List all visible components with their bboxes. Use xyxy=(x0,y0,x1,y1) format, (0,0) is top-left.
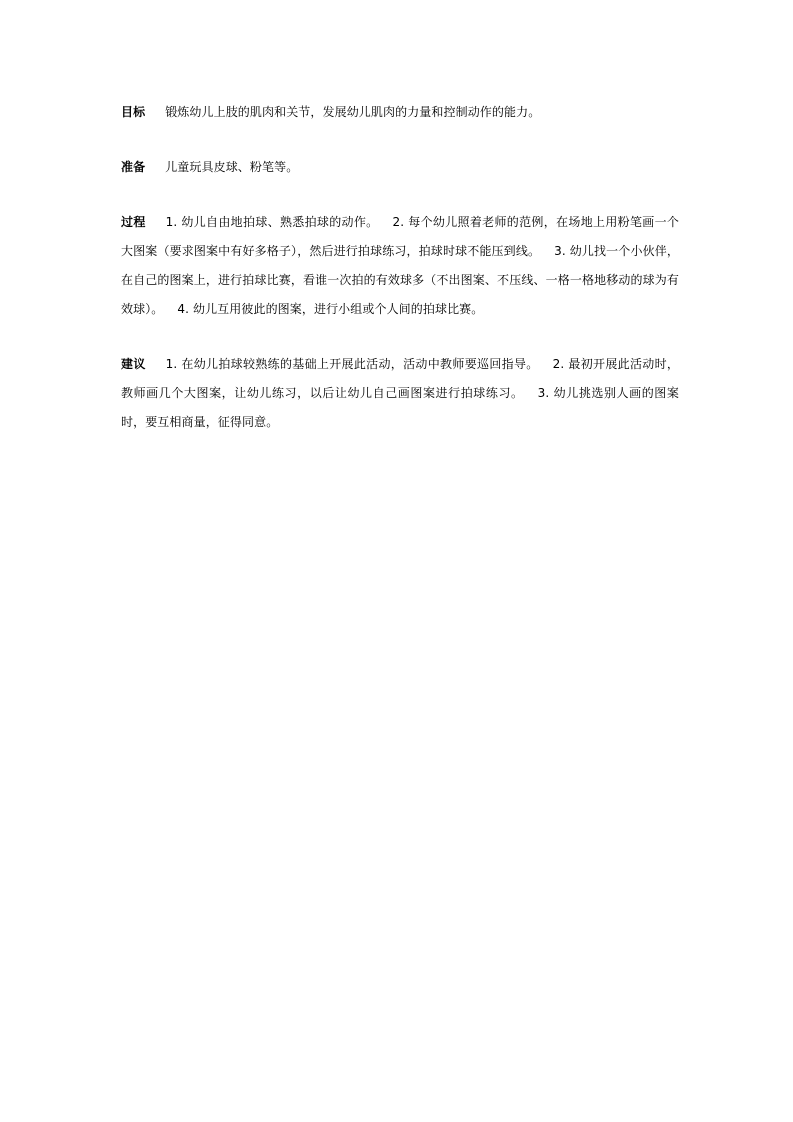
suggestion-2: 2. 最初开展此活动时，教师画几个大图案，让幼儿练习，以后让幼儿自己画图案进行拍球练习。 xyxy=(121,357,680,400)
section-label-goal: 目标 xyxy=(121,105,146,119)
section-preparation xyxy=(121,153,679,182)
section-suggestion xyxy=(121,350,679,437)
suggestion-3: 3. 幼儿挑选别人画的图案时，要互相商量，征得同意。 xyxy=(121,386,679,429)
process-step-2: 2. 每个幼儿照着老师的范例，在场地上用粉笔画一个大图案（要求图案中有好多格子），然后进行拍球练习，拍球时球不能压到线。 xyxy=(121,215,680,258)
section-label-suggestion: 建议 xyxy=(121,357,146,371)
section-label-preparation: 准备 xyxy=(121,160,146,174)
preparation-text: 儿童玩具皮球、粉笔等。 xyxy=(165,160,299,174)
section-label-process: 过程 xyxy=(121,215,146,229)
suggestion-1: 1. 在幼儿拍球较熟练的基础上开展此活动，活动中教师要巡回指导。 xyxy=(165,357,539,371)
goal-text: 锻炼幼儿上肢的肌肉和关节，发展幼儿肌肉的力量和控制动作的能力。 xyxy=(165,105,541,119)
process-step-4: 4. 幼儿互用彼此的图案，进行小组或个人间的拍球比赛。 xyxy=(177,302,484,316)
process-step-1: 1. 幼儿自由地拍球、熟悉拍球的动作。 xyxy=(165,215,379,229)
process-step-3: 3. 幼儿找一个小伙伴，在自己的图案上，进行拍球比赛，看谁一次拍的有效球多（不出图案、不压线、一格一格地移动的球为有效球）。 xyxy=(121,244,679,316)
section-process xyxy=(121,208,679,324)
document-body xyxy=(121,98,679,437)
section-goal xyxy=(121,98,679,127)
